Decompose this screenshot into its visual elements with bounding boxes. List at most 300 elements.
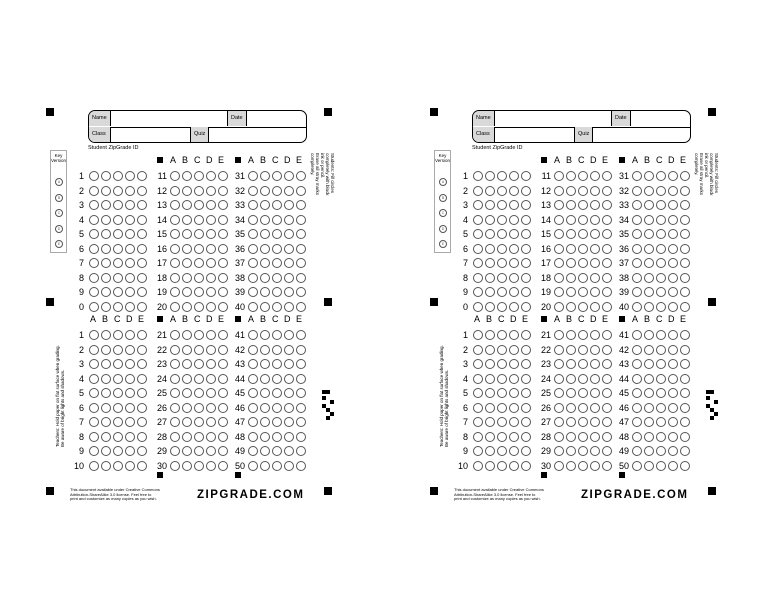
answer-bubble[interactable]: [89, 446, 99, 456]
id-bubble[interactable]: [485, 186, 495, 196]
answer-bubble[interactable]: [554, 330, 564, 340]
answer-bubble[interactable]: [566, 461, 576, 471]
answer-bubble[interactable]: [170, 302, 180, 312]
answer-bubble[interactable]: [485, 345, 495, 355]
answer-bubble[interactable]: [218, 186, 228, 196]
answer-bubble[interactable]: [473, 330, 483, 340]
id-bubble[interactable]: [113, 287, 123, 297]
id-bubble[interactable]: [89, 302, 99, 312]
id-bubble[interactable]: [509, 273, 519, 283]
answer-bubble[interactable]: [497, 345, 507, 355]
id-bubble[interactable]: [113, 215, 123, 225]
answer-bubble[interactable]: [656, 432, 666, 442]
answer-bubble[interactable]: [644, 403, 654, 413]
answer-bubble[interactable]: [632, 186, 642, 196]
id-bubble[interactable]: [137, 244, 147, 254]
answer-bubble[interactable]: [554, 229, 564, 239]
answer-bubble[interactable]: [284, 273, 294, 283]
id-bubble[interactable]: [521, 229, 531, 239]
answer-bubble[interactable]: [170, 186, 180, 196]
answer-bubble[interactable]: [170, 229, 180, 239]
answer-bubble[interactable]: [125, 330, 135, 340]
answer-bubble[interactable]: [182, 432, 192, 442]
answer-bubble[interactable]: [656, 229, 666, 239]
answer-bubble[interactable]: [101, 446, 111, 456]
answer-bubble[interactable]: [521, 345, 531, 355]
answer-bubble[interactable]: [170, 345, 180, 355]
answer-bubble[interactable]: [125, 446, 135, 456]
answer-bubble[interactable]: [194, 244, 204, 254]
answer-bubble[interactable]: [284, 171, 294, 181]
answer-bubble[interactable]: [218, 374, 228, 384]
answer-bubble[interactable]: [194, 461, 204, 471]
id-bubble[interactable]: [521, 273, 531, 283]
id-bubble[interactable]: [497, 273, 507, 283]
answer-bubble[interactable]: [590, 287, 600, 297]
answer-bubble[interactable]: [296, 417, 306, 427]
answer-bubble[interactable]: [578, 461, 588, 471]
key-version-bubble[interactable]: A: [55, 178, 63, 186]
answer-bubble[interactable]: [590, 244, 600, 254]
id-bubble[interactable]: [113, 229, 123, 239]
id-bubble[interactable]: [521, 186, 531, 196]
id-bubble[interactable]: [101, 287, 111, 297]
answer-bubble[interactable]: [137, 345, 147, 355]
answer-bubble[interactable]: [668, 287, 678, 297]
answer-bubble[interactable]: [566, 186, 576, 196]
answer-bubble[interactable]: [680, 244, 690, 254]
answer-bubble[interactable]: [284, 287, 294, 297]
answer-bubble[interactable]: [680, 258, 690, 268]
answer-bubble[interactable]: [125, 388, 135, 398]
answer-bubble[interactable]: [170, 461, 180, 471]
answer-bubble[interactable]: [125, 417, 135, 427]
answer-bubble[interactable]: [590, 403, 600, 413]
answer-bubble[interactable]: [632, 446, 642, 456]
answer-bubble[interactable]: [284, 186, 294, 196]
answer-bubble[interactable]: [656, 403, 666, 413]
answer-bubble[interactable]: [194, 229, 204, 239]
answer-bubble[interactable]: [113, 403, 123, 413]
answer-bubble[interactable]: [260, 417, 270, 427]
id-bubble[interactable]: [473, 273, 483, 283]
id-bubble[interactable]: [509, 200, 519, 210]
answer-bubble[interactable]: [248, 446, 258, 456]
answer-bubble[interactable]: [680, 359, 690, 369]
id-bubble[interactable]: [89, 229, 99, 239]
answer-bubble[interactable]: [89, 345, 99, 355]
key-version-bubble[interactable]: A: [439, 178, 447, 186]
id-bubble[interactable]: [137, 200, 147, 210]
answer-bubble[interactable]: [602, 432, 612, 442]
answer-bubble[interactable]: [566, 432, 576, 442]
answer-bubble[interactable]: [566, 258, 576, 268]
answer-bubble[interactable]: [182, 273, 192, 283]
answer-bubble[interactable]: [590, 302, 600, 312]
id-bubble[interactable]: [485, 215, 495, 225]
key-version-bubble[interactable]: C: [439, 209, 447, 217]
answer-bubble[interactable]: [182, 461, 192, 471]
answer-bubble[interactable]: [194, 273, 204, 283]
answer-bubble[interactable]: [590, 345, 600, 355]
answer-bubble[interactable]: [521, 374, 531, 384]
answer-bubble[interactable]: [602, 244, 612, 254]
answer-bubble[interactable]: [521, 417, 531, 427]
id-bubble[interactable]: [497, 215, 507, 225]
answer-bubble[interactable]: [272, 229, 282, 239]
answer-bubble[interactable]: [284, 432, 294, 442]
key-version-bubble[interactable]: D: [439, 225, 447, 233]
answer-bubble[interactable]: [473, 417, 483, 427]
answer-bubble[interactable]: [590, 330, 600, 340]
answer-bubble[interactable]: [566, 388, 576, 398]
answer-bubble[interactable]: [89, 388, 99, 398]
answer-bubble[interactable]: [656, 330, 666, 340]
id-bubble[interactable]: [113, 200, 123, 210]
answer-bubble[interactable]: [260, 359, 270, 369]
answer-bubble[interactable]: [248, 200, 258, 210]
key-version-bubble[interactable]: D: [55, 225, 63, 233]
answer-bubble[interactable]: [218, 287, 228, 297]
id-bubble[interactable]: [125, 229, 135, 239]
answer-bubble[interactable]: [182, 171, 192, 181]
id-bubble[interactable]: [89, 215, 99, 225]
answer-bubble[interactable]: [521, 388, 531, 398]
answer-bubble[interactable]: [680, 403, 690, 413]
answer-bubble[interactable]: [509, 403, 519, 413]
answer-bubble[interactable]: [206, 302, 216, 312]
answer-bubble[interactable]: [260, 374, 270, 384]
answer-bubble[interactable]: [578, 345, 588, 355]
answer-bubble[interactable]: [260, 215, 270, 225]
answer-bubble[interactable]: [578, 229, 588, 239]
id-bubble[interactable]: [521, 200, 531, 210]
answer-bubble[interactable]: [497, 446, 507, 456]
answer-bubble[interactable]: [656, 374, 666, 384]
answer-bubble[interactable]: [644, 171, 654, 181]
id-bubble[interactable]: [89, 258, 99, 268]
answer-bubble[interactable]: [632, 215, 642, 225]
answer-bubble[interactable]: [296, 302, 306, 312]
answer-bubble[interactable]: [170, 374, 180, 384]
answer-bubble[interactable]: [194, 330, 204, 340]
id-bubble[interactable]: [125, 200, 135, 210]
id-bubble[interactable]: [509, 186, 519, 196]
answer-bubble[interactable]: [566, 302, 576, 312]
id-bubble[interactable]: [485, 200, 495, 210]
answer-bubble[interactable]: [602, 302, 612, 312]
date-field[interactable]: [632, 111, 690, 126]
answer-bubble[interactable]: [206, 258, 216, 268]
answer-bubble[interactable]: [206, 388, 216, 398]
answer-bubble[interactable]: [113, 345, 123, 355]
answer-bubble[interactable]: [284, 446, 294, 456]
answer-bubble[interactable]: [182, 374, 192, 384]
id-bubble[interactable]: [485, 273, 495, 283]
key-version-bubble[interactable]: B: [439, 194, 447, 202]
id-bubble[interactable]: [113, 273, 123, 283]
answer-bubble[interactable]: [206, 244, 216, 254]
answer-bubble[interactable]: [656, 359, 666, 369]
id-bubble[interactable]: [521, 287, 531, 297]
id-bubble[interactable]: [497, 302, 507, 312]
answer-bubble[interactable]: [248, 186, 258, 196]
answer-bubble[interactable]: [170, 215, 180, 225]
answer-bubble[interactable]: [554, 215, 564, 225]
answer-bubble[interactable]: [113, 432, 123, 442]
answer-bubble[interactable]: [680, 229, 690, 239]
answer-bubble[interactable]: [521, 432, 531, 442]
answer-bubble[interactable]: [656, 258, 666, 268]
quiz-field[interactable]: [210, 127, 306, 142]
answer-bubble[interactable]: [668, 446, 678, 456]
answer-bubble[interactable]: [644, 273, 654, 283]
answer-bubble[interactable]: [656, 461, 666, 471]
answer-bubble[interactable]: [644, 359, 654, 369]
answer-bubble[interactable]: [218, 258, 228, 268]
answer-bubble[interactable]: [272, 446, 282, 456]
answer-bubble[interactable]: [296, 461, 306, 471]
answer-bubble[interactable]: [182, 302, 192, 312]
id-bubble[interactable]: [497, 244, 507, 254]
answer-bubble[interactable]: [272, 244, 282, 254]
answer-bubble[interactable]: [113, 330, 123, 340]
answer-bubble[interactable]: [497, 461, 507, 471]
answer-bubble[interactable]: [668, 258, 678, 268]
answer-bubble[interactable]: [170, 388, 180, 398]
answer-bubble[interactable]: [218, 302, 228, 312]
answer-bubble[interactable]: [554, 446, 564, 456]
answer-bubble[interactable]: [284, 403, 294, 413]
answer-bubble[interactable]: [509, 330, 519, 340]
answer-bubble[interactable]: [668, 200, 678, 210]
id-bubble[interactable]: [137, 287, 147, 297]
answer-bubble[interactable]: [566, 171, 576, 181]
name-field[interactable]: [112, 111, 226, 126]
answer-bubble[interactable]: [296, 258, 306, 268]
answer-bubble[interactable]: [260, 258, 270, 268]
id-bubble[interactable]: [101, 186, 111, 196]
answer-bubble[interactable]: [125, 461, 135, 471]
answer-bubble[interactable]: [578, 215, 588, 225]
answer-bubble[interactable]: [578, 302, 588, 312]
answer-bubble[interactable]: [194, 345, 204, 355]
answer-bubble[interactable]: [602, 388, 612, 398]
answer-bubble[interactable]: [248, 287, 258, 297]
answer-bubble[interactable]: [272, 258, 282, 268]
answer-bubble[interactable]: [284, 461, 294, 471]
answer-bubble[interactable]: [668, 432, 678, 442]
answer-bubble[interactable]: [497, 330, 507, 340]
answer-bubble[interactable]: [644, 461, 654, 471]
answer-bubble[interactable]: [602, 215, 612, 225]
answer-bubble[interactable]: [170, 287, 180, 297]
answer-bubble[interactable]: [632, 388, 642, 398]
answer-bubble[interactable]: [113, 461, 123, 471]
answer-bubble[interactable]: [578, 446, 588, 456]
answer-bubble[interactable]: [284, 330, 294, 340]
id-bubble[interactable]: [101, 200, 111, 210]
answer-bubble[interactable]: [602, 258, 612, 268]
answer-bubble[interactable]: [170, 403, 180, 413]
answer-bubble[interactable]: [590, 258, 600, 268]
answer-bubble[interactable]: [89, 330, 99, 340]
answer-bubble[interactable]: [284, 258, 294, 268]
answer-bubble[interactable]: [656, 388, 666, 398]
answer-bubble[interactable]: [602, 186, 612, 196]
answer-bubble[interactable]: [602, 287, 612, 297]
answer-bubble[interactable]: [497, 374, 507, 384]
answer-bubble[interactable]: [218, 359, 228, 369]
id-bubble[interactable]: [509, 215, 519, 225]
answer-bubble[interactable]: [668, 229, 678, 239]
answer-bubble[interactable]: [170, 273, 180, 283]
answer-bubble[interactable]: [578, 403, 588, 413]
answer-bubble[interactable]: [473, 359, 483, 369]
answer-bubble[interactable]: [170, 171, 180, 181]
answer-bubble[interactable]: [272, 200, 282, 210]
answer-bubble[interactable]: [680, 273, 690, 283]
answer-bubble[interactable]: [602, 273, 612, 283]
answer-bubble[interactable]: [644, 345, 654, 355]
id-bubble[interactable]: [485, 302, 495, 312]
answer-bubble[interactable]: [260, 171, 270, 181]
answer-bubble[interactable]: [668, 215, 678, 225]
answer-bubble[interactable]: [485, 417, 495, 427]
answer-bubble[interactable]: [578, 200, 588, 210]
answer-bubble[interactable]: [566, 215, 576, 225]
answer-bubble[interactable]: [554, 359, 564, 369]
answer-bubble[interactable]: [170, 359, 180, 369]
answer-bubble[interactable]: [656, 273, 666, 283]
answer-bubble[interactable]: [632, 330, 642, 340]
quiz-field[interactable]: [594, 127, 690, 142]
answer-bubble[interactable]: [602, 446, 612, 456]
answer-bubble[interactable]: [509, 446, 519, 456]
answer-bubble[interactable]: [590, 446, 600, 456]
answer-bubble[interactable]: [296, 359, 306, 369]
answer-bubble[interactable]: [101, 345, 111, 355]
answer-bubble[interactable]: [206, 461, 216, 471]
answer-bubble[interactable]: [182, 215, 192, 225]
answer-bubble[interactable]: [272, 287, 282, 297]
answer-bubble[interactable]: [182, 229, 192, 239]
answer-bubble[interactable]: [680, 200, 690, 210]
answer-bubble[interactable]: [218, 388, 228, 398]
answer-bubble[interactable]: [206, 229, 216, 239]
answer-bubble[interactable]: [632, 417, 642, 427]
answer-bubble[interactable]: [680, 302, 690, 312]
id-bubble[interactable]: [485, 171, 495, 181]
answer-bubble[interactable]: [284, 388, 294, 398]
answer-bubble[interactable]: [680, 374, 690, 384]
id-bubble[interactable]: [509, 229, 519, 239]
answer-bubble[interactable]: [656, 215, 666, 225]
answer-bubble[interactable]: [566, 200, 576, 210]
answer-bubble[interactable]: [125, 403, 135, 413]
id-bubble[interactable]: [473, 229, 483, 239]
answer-bubble[interactable]: [248, 215, 258, 225]
answer-bubble[interactable]: [644, 388, 654, 398]
answer-bubble[interactable]: [101, 403, 111, 413]
answer-bubble[interactable]: [578, 244, 588, 254]
answer-bubble[interactable]: [194, 374, 204, 384]
answer-bubble[interactable]: [485, 461, 495, 471]
id-bubble[interactable]: [485, 229, 495, 239]
answer-bubble[interactable]: [632, 273, 642, 283]
answer-bubble[interactable]: [272, 432, 282, 442]
answer-bubble[interactable]: [644, 302, 654, 312]
answer-bubble[interactable]: [296, 273, 306, 283]
answer-bubble[interactable]: [194, 403, 204, 413]
id-bubble[interactable]: [509, 287, 519, 297]
answer-bubble[interactable]: [566, 359, 576, 369]
id-bubble[interactable]: [521, 215, 531, 225]
answer-bubble[interactable]: [218, 432, 228, 442]
answer-bubble[interactable]: [668, 273, 678, 283]
answer-bubble[interactable]: [101, 388, 111, 398]
answer-bubble[interactable]: [218, 229, 228, 239]
answer-bubble[interactable]: [485, 432, 495, 442]
answer-bubble[interactable]: [656, 302, 666, 312]
answer-bubble[interactable]: [521, 403, 531, 413]
id-bubble[interactable]: [101, 273, 111, 283]
answer-bubble[interactable]: [182, 388, 192, 398]
answer-bubble[interactable]: [590, 215, 600, 225]
id-bubble[interactable]: [497, 171, 507, 181]
id-bubble[interactable]: [89, 287, 99, 297]
answer-bubble[interactable]: [194, 186, 204, 196]
answer-bubble[interactable]: [182, 200, 192, 210]
answer-bubble[interactable]: [566, 446, 576, 456]
answer-bubble[interactable]: [272, 359, 282, 369]
answer-bubble[interactable]: [284, 215, 294, 225]
answer-bubble[interactable]: [668, 417, 678, 427]
answer-bubble[interactable]: [632, 432, 642, 442]
answer-bubble[interactable]: [566, 229, 576, 239]
answer-bubble[interactable]: [194, 200, 204, 210]
id-bubble[interactable]: [113, 302, 123, 312]
id-bubble[interactable]: [125, 258, 135, 268]
answer-bubble[interactable]: [578, 258, 588, 268]
answer-bubble[interactable]: [578, 287, 588, 297]
answer-bubble[interactable]: [113, 388, 123, 398]
id-bubble[interactable]: [137, 258, 147, 268]
answer-bubble[interactable]: [206, 330, 216, 340]
answer-bubble[interactable]: [248, 388, 258, 398]
answer-bubble[interactable]: [206, 186, 216, 196]
answer-bubble[interactable]: [680, 287, 690, 297]
answer-bubble[interactable]: [680, 388, 690, 398]
answer-bubble[interactable]: [248, 374, 258, 384]
answer-bubble[interactable]: [521, 330, 531, 340]
answer-bubble[interactable]: [473, 374, 483, 384]
answer-bubble[interactable]: [602, 330, 612, 340]
answer-bubble[interactable]: [668, 171, 678, 181]
answer-bubble[interactable]: [137, 388, 147, 398]
answer-bubble[interactable]: [218, 461, 228, 471]
answer-bubble[interactable]: [296, 287, 306, 297]
answer-bubble[interactable]: [554, 171, 564, 181]
answer-bubble[interactable]: [194, 388, 204, 398]
answer-bubble[interactable]: [632, 403, 642, 413]
answer-bubble[interactable]: [194, 432, 204, 442]
id-bubble[interactable]: [101, 229, 111, 239]
answer-bubble[interactable]: [566, 374, 576, 384]
answer-bubble[interactable]: [206, 359, 216, 369]
key-version-bubble[interactable]: B: [55, 194, 63, 202]
answer-bubble[interactable]: [260, 229, 270, 239]
